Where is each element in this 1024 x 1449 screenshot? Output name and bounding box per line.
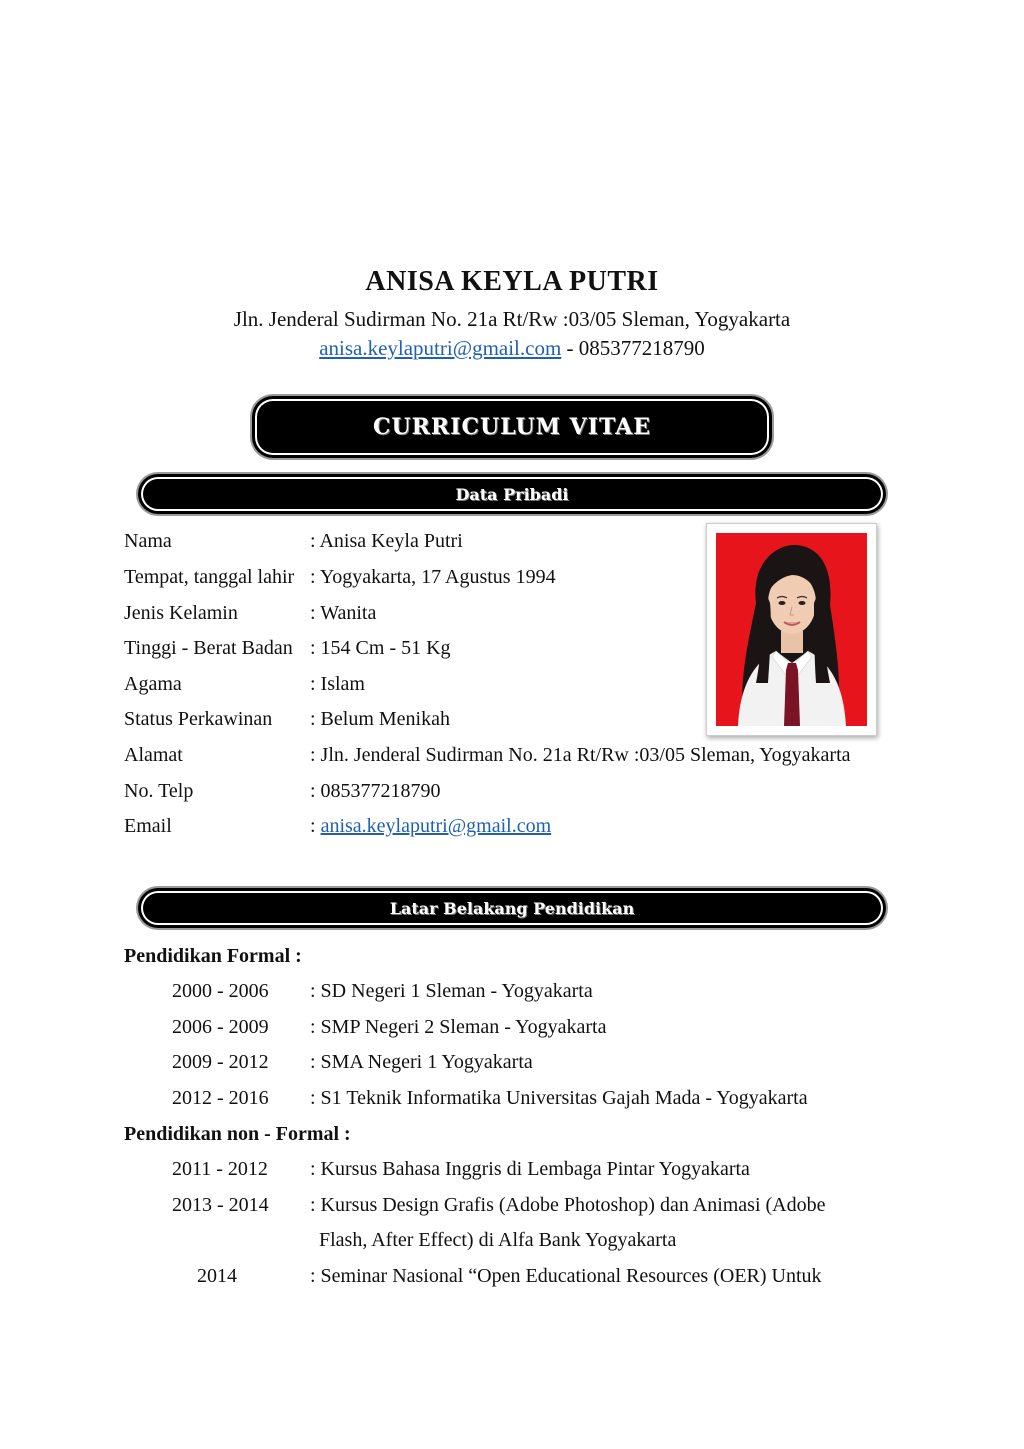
education-years: 2013 - 2014 <box>172 1194 269 1216</box>
personal-value <box>310 815 551 838</box>
education-years: 2014 <box>197 1265 237 1287</box>
education-desc: : Seminar Nasional “Open Educational Resources (OER) Untuk <box>310 1265 822 1287</box>
education-banner <box>143 893 881 923</box>
personal-value: : Belum Menikah <box>310 708 450 730</box>
education-desc: : S1 Teknik Informatika Universitas Gajah Mada - Yogyakarta <box>310 1087 808 1109</box>
personal-value: : Jln. Jenderal Sudirman No. 21a Rt/Rw :03/05 Sleman, Yogyakarta <box>310 744 851 766</box>
education-years: 2011 - 2012 <box>172 1158 268 1180</box>
education-desc: : Kursus Bahasa Inggris di Lembaga Pintar Yogyakarta <box>310 1158 750 1180</box>
personal-row-name <box>124 530 463 553</box>
personal-row-marital <box>124 708 450 731</box>
cv-banner-label: CURRICULUM VITAE <box>372 414 652 440</box>
personal-label: No. Telp <box>124 780 194 802</box>
personal-label: Nama <box>124 530 172 552</box>
header-contact <box>0 336 1024 361</box>
education-banner-label: Latar Belakang Pendidikan <box>389 898 635 918</box>
education-desc-continuation: Flash, After Effect) di Alfa Bank Yogyakarta <box>319 1229 677 1251</box>
education-years: 2012 - 2016 <box>172 1087 269 1109</box>
personal-row-height-weight <box>124 637 451 660</box>
personal-value: : Yogyakarta, 17 Agustus 1994 <box>310 566 556 588</box>
header-phone: 085377218790 <box>578 336 705 360</box>
header-separator: - <box>561 336 579 360</box>
personal-data-banner-label: Data Pribadi <box>455 484 569 504</box>
header-address: Jln. Jenderal Sudirman No. 21a Rt/Rw :03/05 Sleman, Yogyakarta <box>233 307 791 331</box>
personal-row-phone <box>124 780 441 803</box>
education-desc: : Kursus Design Grafis (Adobe Photoshop) dan Animasi (Adobe <box>310 1194 826 1216</box>
personal-row-address <box>124 744 851 767</box>
personal-label: Jenis Kelamin <box>124 602 238 624</box>
education-desc: : SMP Negeri 2 Sleman - Yogyakarta <box>310 1016 607 1038</box>
education-years: 2006 - 2009 <box>172 1016 269 1038</box>
personal-value: : 154 Cm - 51 Kg <box>310 637 451 659</box>
education-years: 2000 - 2006 <box>172 980 269 1002</box>
personal-label: Email <box>124 815 172 837</box>
personal-row-birth <box>124 566 556 589</box>
personal-row-gender <box>124 602 376 625</box>
personal-data-banner <box>143 479 881 509</box>
education-desc: : SMA Negeri 1 Yogyakarta <box>310 1051 533 1073</box>
education-desc: : SD Negeri 1 Sleman - Yogyakarta <box>310 980 593 1002</box>
nonformal-education-heading: Pendidikan non - Formal : <box>124 1123 351 1145</box>
personal-label: Tempat, tanggal lahir <box>124 566 295 588</box>
personal-label: Status Perkawinan <box>124 708 273 730</box>
formal-education-heading: Pendidikan Formal : <box>124 945 302 967</box>
personal-value: : Anisa Keyla Putri <box>310 530 463 552</box>
header-email-link[interactable]: anisa.keylaputri@gmail.com <box>319 336 562 360</box>
portrait-illustration <box>716 533 867 726</box>
applicant-name: ANISA KEYLA PUTRI <box>365 266 659 297</box>
personal-row-religion <box>124 673 365 696</box>
profile-photo <box>706 523 877 736</box>
personal-label: Alamat <box>124 744 183 766</box>
education-years: 2009 - 2012 <box>172 1051 269 1073</box>
personal-label: Agama <box>124 673 182 695</box>
personal-value: : Wanita <box>310 602 377 624</box>
personal-value: : Islam <box>310 673 365 695</box>
personal-row-email <box>124 815 551 838</box>
personal-value: : 085377218790 <box>310 780 441 802</box>
personal-label: Tinggi - Berat Badan <box>124 637 293 659</box>
personal-email-link[interactable]: anisa.keylaputri@gmail.com <box>320 815 552 837</box>
email-colon: : <box>310 815 321 837</box>
cv-banner <box>257 401 767 453</box>
